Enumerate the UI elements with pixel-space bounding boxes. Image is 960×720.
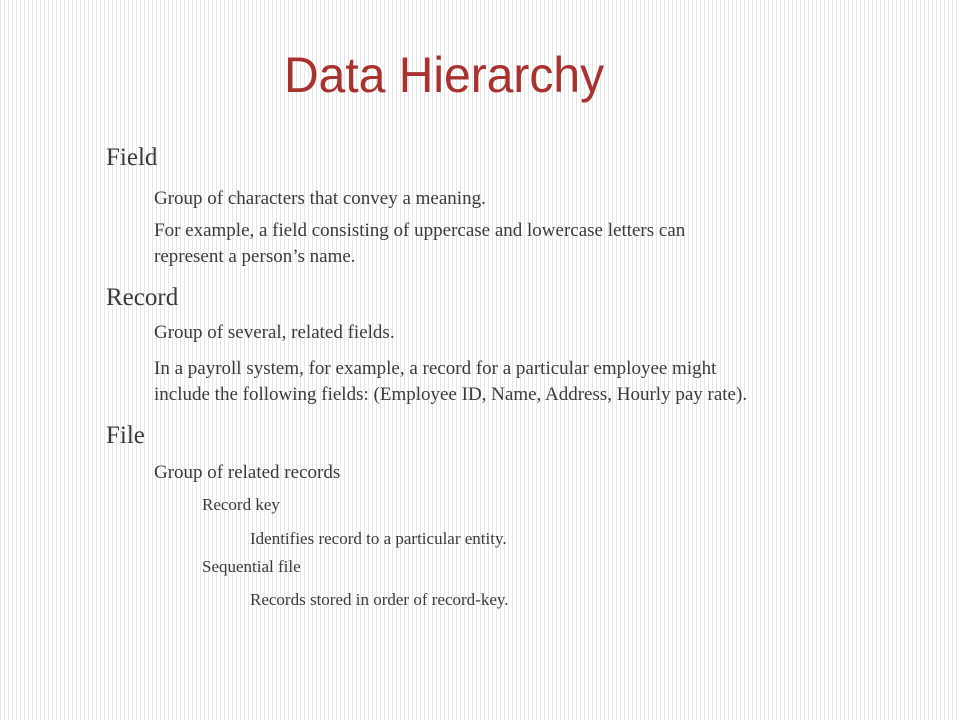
slide-title: Data Hierarchy (284, 47, 605, 103)
record-definition: Group of several, related fields. (154, 322, 395, 343)
field-definition: Group of characters that convey a meaning. (154, 188, 486, 209)
field-heading: Field (106, 144, 158, 171)
field-example (154, 218, 914, 270)
field-example-line-1: For example, a field consisting of uppercase and lowercase letters can (154, 220, 686, 241)
record-example-line-1: In a payroll system, for example, a record for a particular employee might (154, 358, 717, 379)
record-example-line-2: include the following fields: (Employee ID, Name, Address, Hourly pay rate). (154, 384, 748, 405)
field-example-line-2: represent a person’s name. (154, 246, 356, 267)
record-example (154, 356, 914, 408)
record-key-label: Record key (202, 495, 280, 514)
sequential-file-label: Sequential file (202, 557, 301, 576)
file-heading: File (106, 422, 145, 449)
record-heading: Record (106, 284, 179, 311)
file-definition: Group of related records (154, 462, 341, 483)
record-key-description: Identifies record to a particular entity. (250, 529, 507, 548)
sequential-file-description: Records stored in order of record-key. (250, 590, 509, 609)
